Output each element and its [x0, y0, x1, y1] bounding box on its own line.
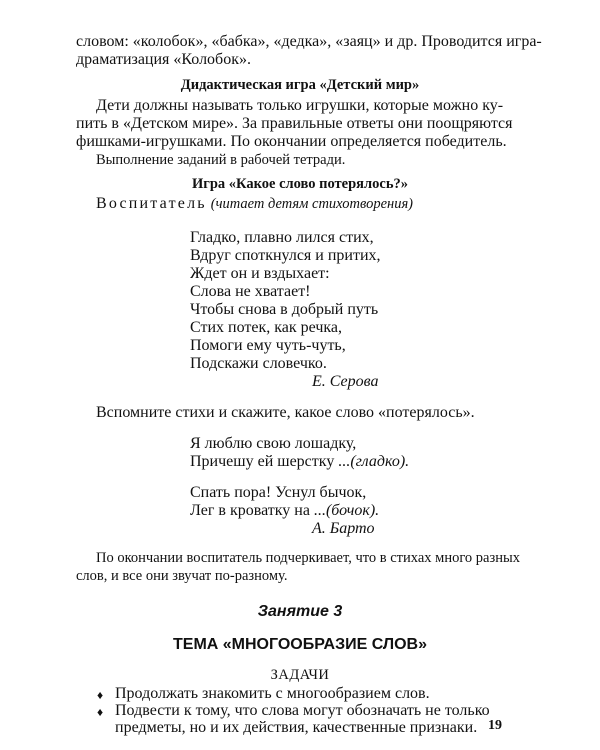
poem-line: Подскажи словечко. — [190, 355, 327, 372]
text-line: Дети должны называть только игрушки, которые можно ку- — [96, 97, 504, 114]
section-title: Дидактическая игра «Детский мир» — [180, 77, 420, 93]
poem-line — [190, 453, 409, 471]
section-title: Игра «Какое слово потерялось?» — [191, 176, 409, 192]
list-item: Продолжать знакомить с многообразием слов. — [115, 685, 430, 702]
text-line: драматизация «Колобок». — [76, 51, 251, 68]
poem-line-text: Лег в кроватку на — [190, 502, 314, 519]
bullet-icon: ♦ — [97, 688, 104, 702]
page-number: 19 — [488, 718, 502, 733]
text-line: Выполнение заданий в рабочей тетради. — [96, 152, 346, 168]
poem-author: Е. Серова — [312, 373, 379, 390]
poem-line: Чтобы снова в добрый путь — [190, 301, 379, 318]
text-line: слов, и все они звучат по-разному. — [76, 568, 288, 584]
poem-line: Спать пора! Уснул бычок, — [190, 484, 367, 501]
text-line: пить в «Детском мире». За правильные ответы они поощряются — [76, 115, 513, 132]
lesson-label: Занятие 3 — [257, 603, 343, 620]
text-line: Вспомните стихи и скажите, какое слово «потерялось». — [96, 404, 475, 421]
poem-line: Я люблю свою лошадку, — [190, 435, 357, 452]
text-line: По окончании воспитатель подчеркивает, что в стихах много разных — [96, 550, 520, 566]
poem-line: Вдруг споткнулся и притих, — [190, 247, 381, 264]
poem-answer: ...(гладко). — [338, 453, 410, 470]
poem-line: Помоги ему чуть-чуть, — [190, 337, 346, 354]
text-line: фишками-игрушками. По окончании определяется победитель. — [76, 133, 507, 150]
list-item: предметы, но и их действия, качественные признаки. — [115, 719, 478, 736]
bullet-icon: ♦ — [97, 705, 104, 719]
text-line: словом: «колобок», «бабка», «дедка», «заяц» и др. Проводится игра- — [76, 33, 542, 50]
topic-title: ТЕМА «МНОГООБРАЗИЕ СЛОВ» — [173, 636, 427, 653]
poem-line: Слова не хватает! — [190, 283, 311, 300]
stage-direction: (читает детям стихотворения) — [210, 196, 414, 212]
poem-line: Ждет он и вздыхает: — [190, 265, 330, 282]
poem-answer: ...(бочок). — [313, 502, 380, 519]
poem-author: А. Барто — [312, 520, 375, 537]
tasks-heading: ЗАДАЧИ — [270, 667, 330, 683]
speaker-name: Воспитатель — [96, 195, 207, 212]
poem-line-text: Причешу ей шерстку — [190, 453, 339, 470]
list-item: Подвести к тому, что слова могут обозначать не только — [115, 702, 490, 719]
poem-line — [190, 502, 379, 520]
poem-line: Стих потек, как речка, — [190, 319, 343, 336]
poem-line: Гладко, плавно лился стих, — [190, 229, 374, 246]
speaker-line — [96, 195, 413, 213]
